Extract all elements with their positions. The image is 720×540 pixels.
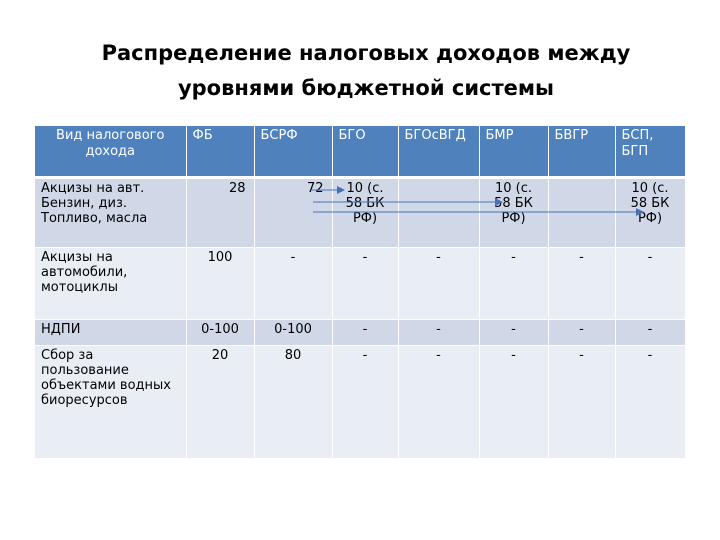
- header-bgo: БГО: [332, 126, 398, 178]
- cell-bvgr: -: [548, 320, 615, 346]
- cell-bgo: -: [332, 248, 398, 320]
- cell-bsp-bgp: -: [615, 320, 685, 346]
- cell-tax-type: Акцизы на автомобили, мотоциклы: [35, 248, 186, 320]
- cell-bgo: -: [332, 346, 398, 459]
- slide-title: [60, 36, 672, 106]
- header-bgosvgd: БГОсВГД: [398, 126, 479, 178]
- header-bsp-bgp: БСП, БГП: [615, 126, 685, 178]
- cell-bmr: 10 (с. 58 БК РФ): [479, 178, 548, 248]
- cell-bsrf: 0-100: [254, 320, 332, 346]
- cell-bgo: 10 (с. 58 БК РФ): [332, 178, 398, 248]
- cell-fb: 100: [186, 248, 254, 320]
- header-bsrf: БСРФ: [254, 126, 332, 178]
- cell-bsrf: 72: [254, 178, 332, 248]
- cell-bmr: -: [479, 346, 548, 459]
- tax-distribution-table: [35, 126, 686, 459]
- header-fb: ФБ: [186, 126, 254, 178]
- cell-bgosvgd: [398, 178, 479, 248]
- cell-tax-type: Акцизы на авт. Бензин, диз. Топливо, масла: [35, 178, 186, 248]
- cell-fb: 20: [186, 346, 254, 459]
- title-line-2: уровнями бюджетной системы: [177, 76, 555, 100]
- cell-tax-type: Сбор за пользование объектами водных биоресурсов: [35, 346, 186, 459]
- cell-bsp-bgp: 10 (с. 58 БК РФ): [615, 178, 685, 248]
- table-row: [35, 248, 685, 320]
- title-line-1: Распределение налоговых доходов между: [101, 41, 631, 65]
- header-bvgr: БВГР: [548, 126, 615, 178]
- cell-bgo: -: [332, 320, 398, 346]
- cell-bsrf: -: [254, 248, 332, 320]
- table-header-row: [35, 126, 685, 178]
- cell-bvgr: [548, 178, 615, 248]
- cell-bsp-bgp: -: [615, 248, 685, 320]
- cell-bgosvgd: -: [398, 248, 479, 320]
- cell-bsrf: 80: [254, 346, 332, 459]
- table-row: [35, 346, 685, 459]
- cell-bvgr: -: [548, 248, 615, 320]
- header-tax-type: Вид налогового дохода: [35, 126, 186, 178]
- table-row: [35, 178, 685, 248]
- cell-fb: 28: [186, 178, 254, 248]
- cell-bvgr: -: [548, 346, 615, 459]
- cell-bsp-bgp: -: [615, 346, 685, 459]
- cell-bmr: -: [479, 320, 548, 346]
- cell-tax-type: НДПИ: [35, 320, 186, 346]
- cell-bgosvgd: -: [398, 346, 479, 459]
- cell-bmr: -: [479, 248, 548, 320]
- header-bmr: БМР: [479, 126, 548, 178]
- table-row: [35, 320, 685, 346]
- cell-bgosvgd: -: [398, 320, 479, 346]
- cell-fb: 0-100: [186, 320, 254, 346]
